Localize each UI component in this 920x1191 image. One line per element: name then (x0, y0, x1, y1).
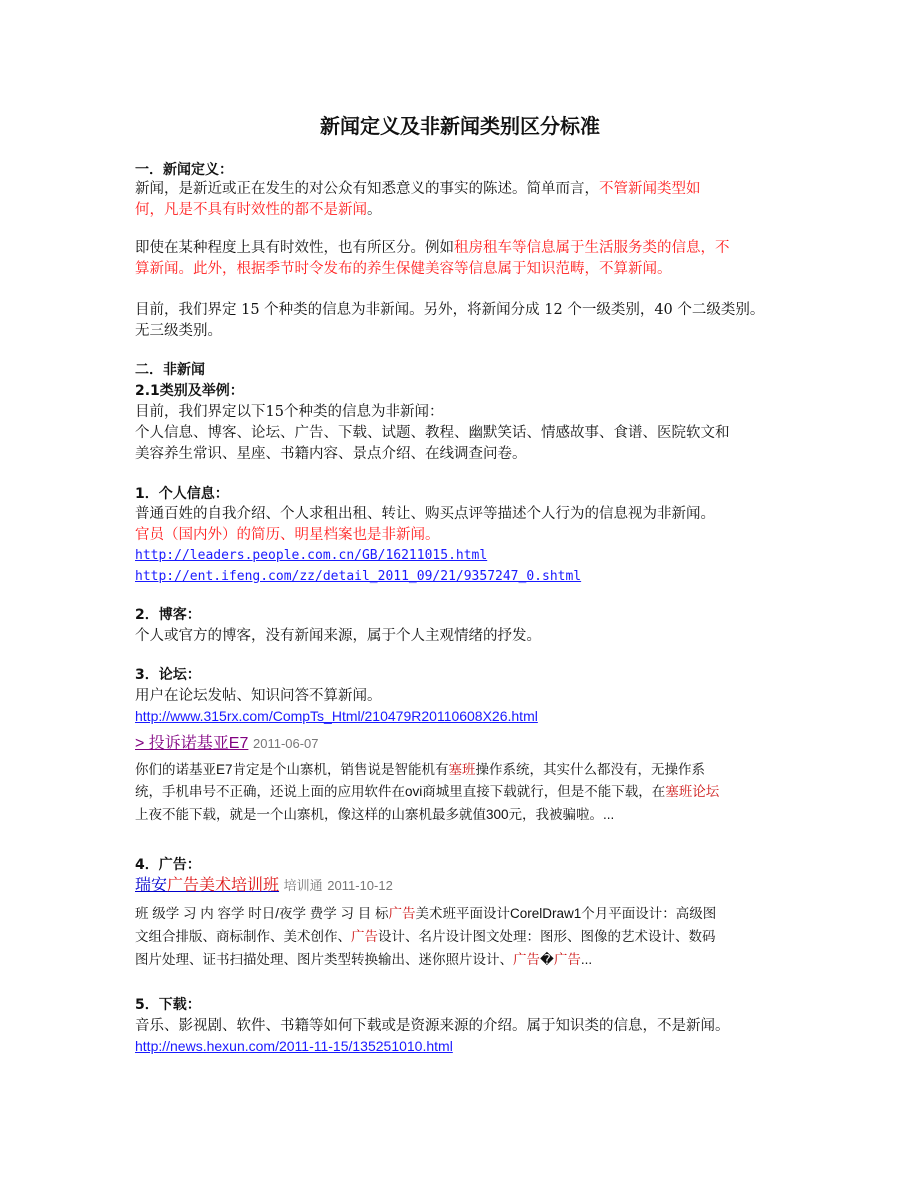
text-black: 。 (367, 202, 382, 218)
item1-desc: 普通百姓的自我介绍、个人求租出租、转让、购买点评等描述个人行为的信息视为非新闻。 (135, 506, 715, 522)
item5-heading: 5．下载： (135, 997, 201, 1013)
item3-desc: 用户在论坛发帖、知识问答不算新闻。 (135, 688, 382, 704)
item5-desc: 音乐、影视剧、软件、书籍等如何下载或是资源来源的介绍。属于知识类的信息，不是新闻。 (135, 1018, 730, 1034)
text: 统，手机串号不正确，还说上面的应用软件在ovi商城里直接下载就行，但是不能下载，在 (135, 784, 666, 799)
section1-p2-line2: 算新闻。此外，根据季节时令发布的养生保健美容等信息属于知识范畴，不算新闻。 (135, 261, 672, 277)
item4-example-title-link[interactable] (135, 877, 279, 894)
text-red: 广告 (553, 952, 581, 967)
section2-intro: 目前，我们界定以下15个种类的信息为非新闻： (135, 404, 444, 420)
item1-desc-red: 官员（国内外）的简历、明星档案也是非新闻。 (135, 527, 440, 543)
item3-example-line3: 上夜不能下载，就是一个山寨机，像这样的山寨机最多就值300元，我被骗啦。... (135, 807, 615, 822)
document-title: 新闻定义及非新闻类别区分标准 (320, 114, 600, 138)
section2-list-line1: 个人信息、博客、论坛、广告、下载、试题、教程、幽默笑话、情感故事、食谱、医院软文和 (135, 425, 730, 441)
section1-p3-line1: 目前，我们界定 15 个种类的信息为非新闻。另外，将新闻分成 12 个一级类别，40 个二级类别。 (135, 302, 765, 318)
text: 美术班平面设计CorelDraw1个月平面设计：高级图 (415, 906, 717, 921)
item2-desc: 个人或官方的博客，没有新闻来源，属于个人主观情绪的抒发。 (135, 628, 541, 644)
item1-link1[interactable]: http://leaders.people.com.cn/GB/16211015.html (135, 548, 488, 563)
text: 班 级学 习 内 容学 时日/夜学 费学 习 目 标 (135, 906, 389, 921)
item4-example-header (135, 876, 393, 896)
text-red: 租房租车等信息属于生活服务类的信息，不 (454, 240, 730, 256)
text-red: 广告 (351, 929, 378, 944)
item1-heading: 1．个人信息： (135, 486, 229, 502)
item4-heading: 4．广告： (135, 857, 201, 873)
section2-heading: 二．非新闻 (135, 362, 205, 378)
text: 设计、名片设计图文处理：图形、图像的艺术设计、数码 (378, 929, 716, 944)
item5-link[interactable]: http://news.hexun.com/2011-11-15/135251010.html (135, 1038, 453, 1054)
item4-example-line2 (135, 927, 716, 947)
section1-p1-line2 (135, 200, 382, 220)
text-red: 塞班论坛 (665, 784, 720, 799)
section1-p1-line1 (135, 179, 701, 199)
item3-heading: 3．论坛： (135, 667, 201, 683)
section1-p3-line2: 无三级类别。 (135, 323, 222, 339)
section2-subheading: 2.1类别及举例： (135, 383, 244, 399)
text-black: 新闻，是新近或正在发生的对公众有知悉意义的事实的陈述。简单而言， (135, 181, 599, 197)
section1-heading: 一．新闻定义： (135, 162, 233, 178)
item3-example-line2 (135, 782, 719, 802)
item3-example-header (135, 734, 319, 754)
item3-example-line1 (135, 760, 705, 780)
replacement-char-icon: � (540, 952, 554, 967)
text-red: 培训班 (231, 877, 280, 894)
section1-p2-line1 (135, 238, 730, 258)
text-red: 广告 (388, 906, 416, 921)
text-red: 塞班 (448, 762, 476, 777)
item2-heading: 2．博客： (135, 607, 201, 623)
text: 你们的诺基亚E7肯定是个山寨机，销售说是智能机有 (135, 762, 449, 777)
text: 操作系统，其实什么都没有，无操作系 (475, 762, 706, 777)
item3-link[interactable]: http://www.315rx.com/CompTs_Html/210479R20110608X26.html (135, 708, 538, 724)
section2-list-line2: 美容养生常识、星座、书籍内容、景点介绍、在线调查问卷。 (135, 446, 527, 462)
item1-link2[interactable]: http://ent.ifeng.com/zz/detail_2011_09/21/9357247_0.shtml (135, 569, 582, 584)
text: 图片处理、证书扫描处理、图片类型转换输出、迷你照片设计、 (135, 952, 513, 967)
text-red: 不管新闻类型如 (599, 181, 701, 197)
text: 瑞安 (135, 877, 168, 894)
text-black: 即使在某种程度上具有时效性，也有所区分。例如 (135, 240, 454, 256)
text-red: 广告美术 (167, 877, 232, 894)
item3-example-title-link[interactable]: > 投诉诺基亚E7 (135, 735, 249, 752)
item4-example-source: 培训通 (283, 878, 323, 893)
item4-example-date: 2011-10-12 (327, 878, 393, 893)
text: 文组合排版、商标制作、美术创作、 (135, 929, 351, 944)
item3-example-date: 2011-06-07 (252, 736, 319, 751)
item4-example-line1 (135, 904, 716, 924)
text-red: 何，凡是不具有时效性的都不是新闻 (135, 202, 367, 218)
text-red: 广告 (513, 952, 540, 967)
item4-example-line3 (135, 950, 592, 970)
text: ... (580, 952, 593, 967)
